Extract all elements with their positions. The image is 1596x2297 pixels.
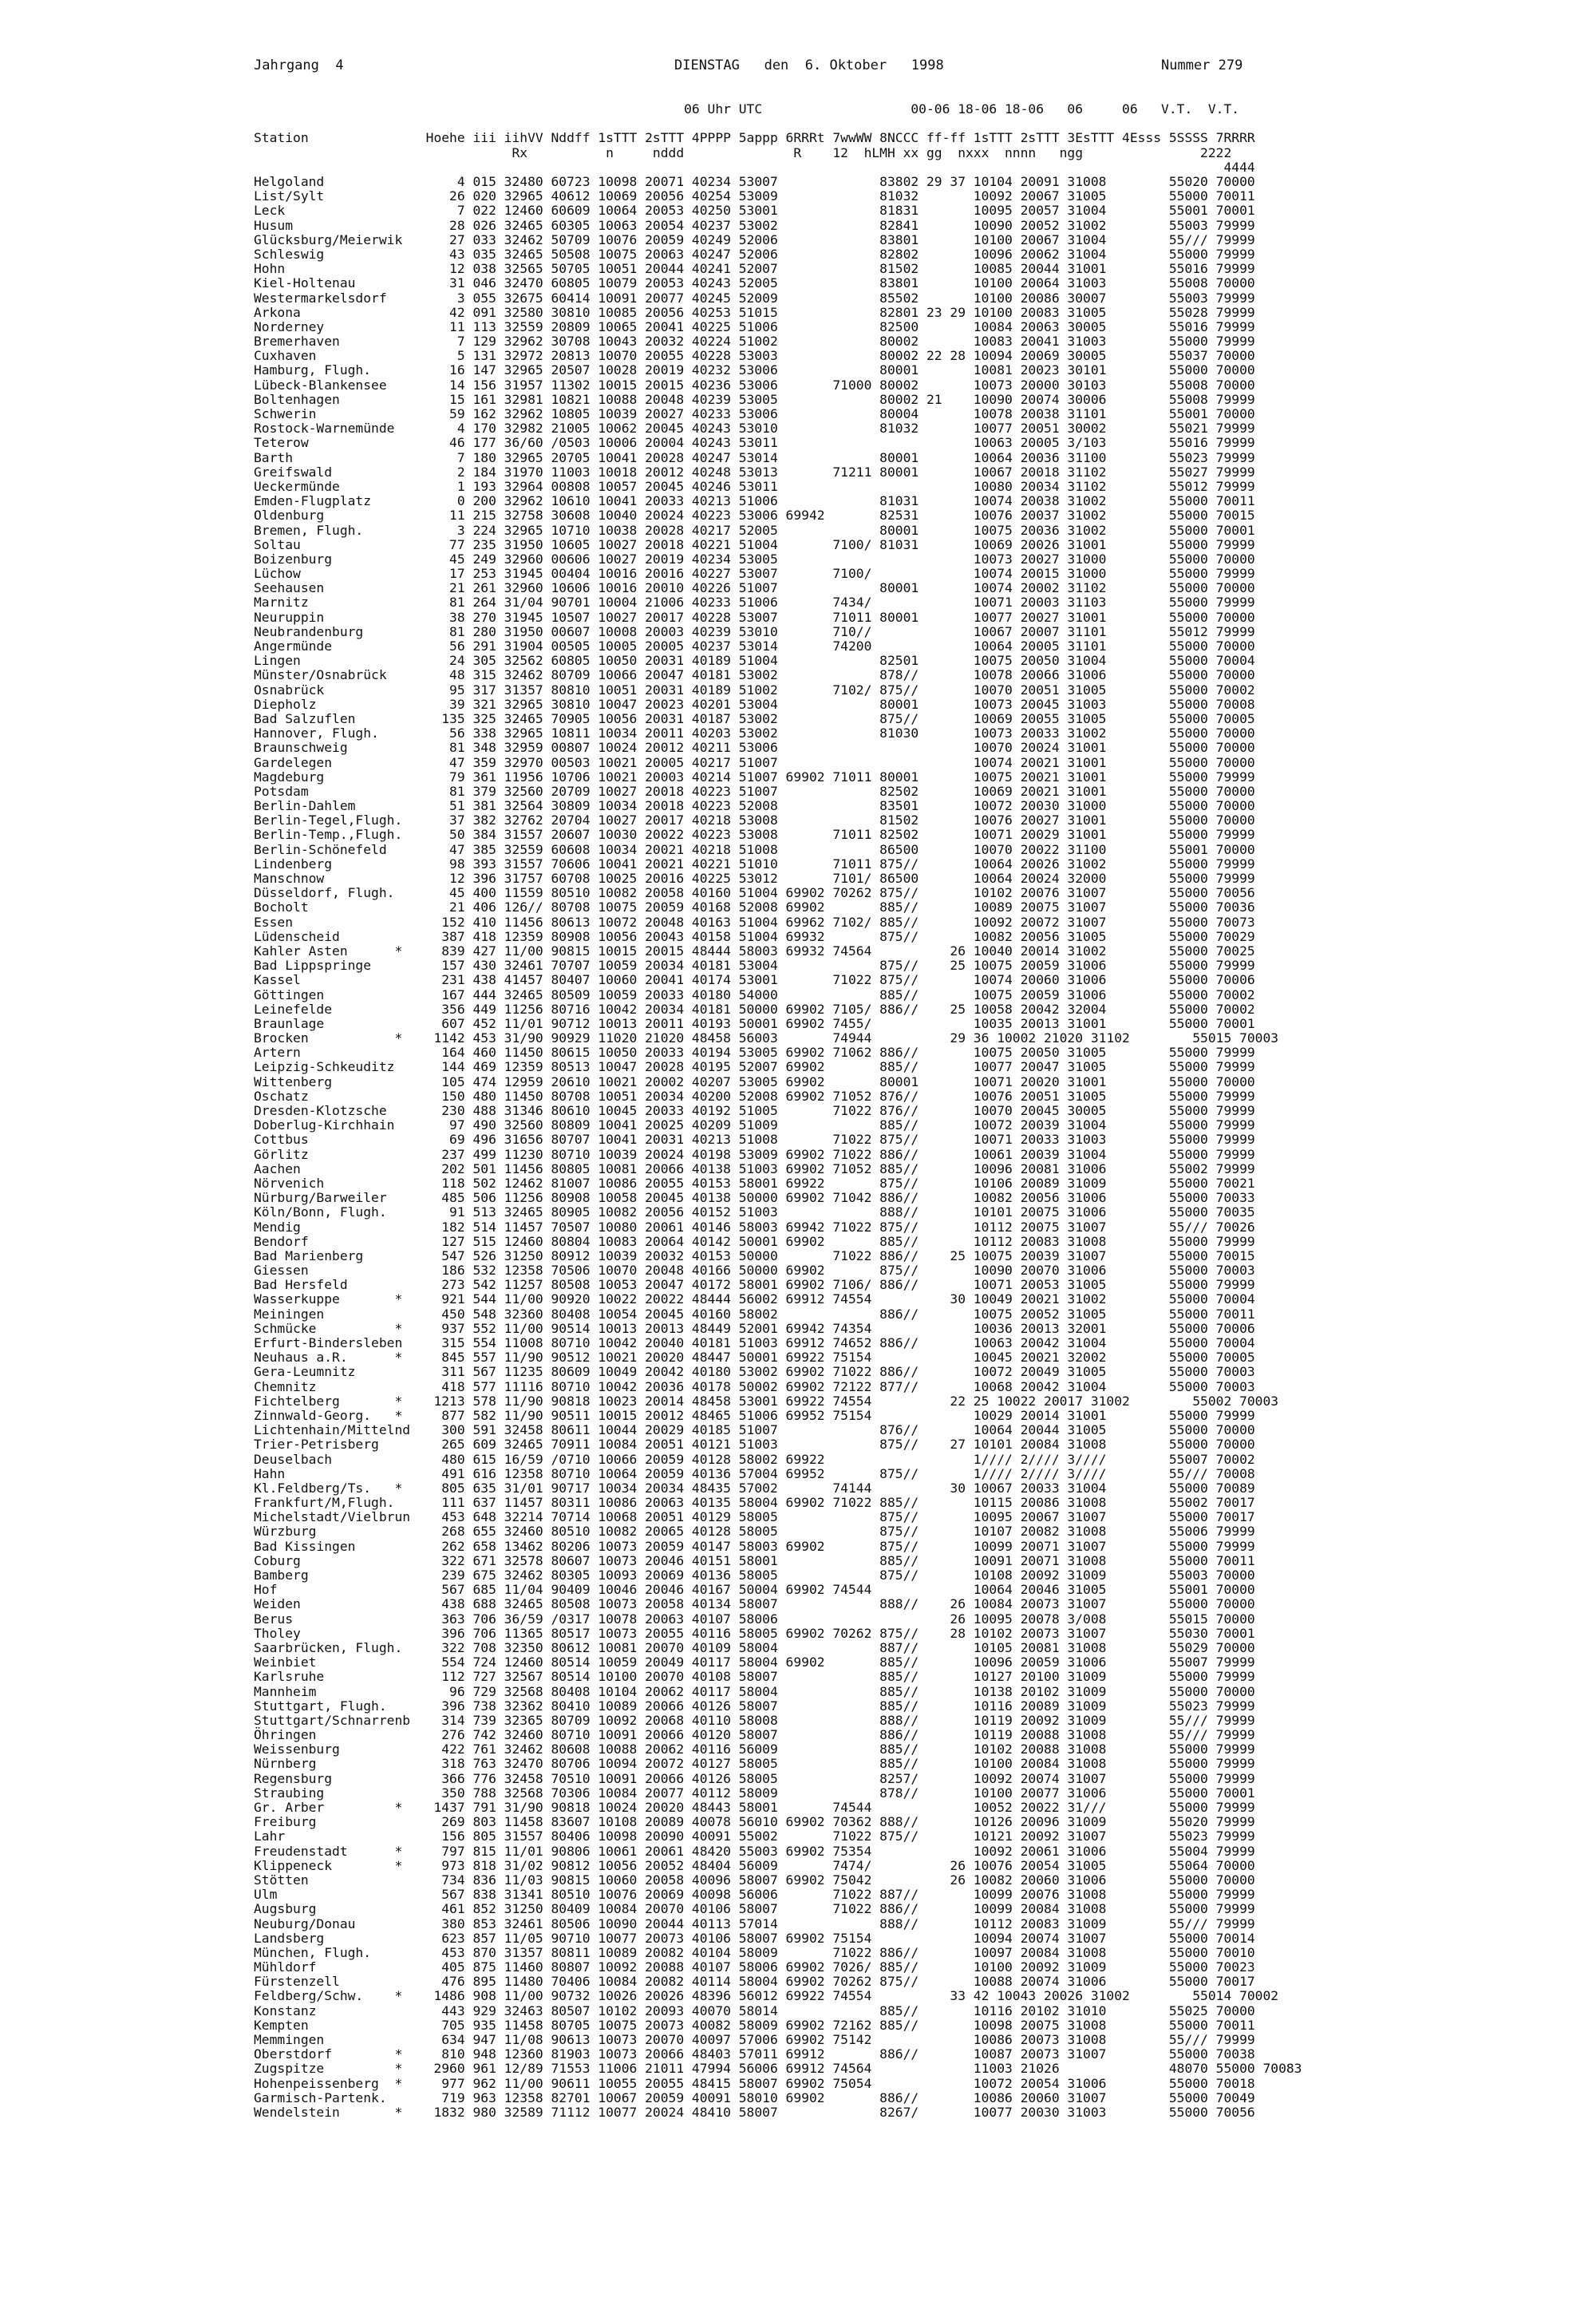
table-row: Mühldorf 405 875 11460 80807 10092 20088 40107 58006 69902 7026/ 885// 10100 20092 31009 55000 70023	[254, 1959, 1255, 1975]
table-row: Göttingen 167 444 32465 80509 10059 20033 40180 54000 885// 10075 20059 31006 55000 70002	[254, 986, 1255, 1002]
table-row: Glücksburg/Meierwik 27 033 32462 50709 10076 20059 40249 52006 83801 10100 20067 31004 55/// 79999	[254, 231, 1255, 247]
table-row: Emden-Flugplatz 0 200 32962 10610 10041 20033 40213 51006 81031 10074 20038 31002 55000 70011	[254, 493, 1255, 509]
table-row: Neuruppin 38 270 31945 10507 10027 20017 40228 53007 71011 80001 10077 20027 31001 55000 70000	[254, 609, 1255, 625]
table-row: Stuttgart/Schnarrenb 314 739 32365 80709 10092 20068 40110 58008 888// 10119 20092 31009 55/// 79999	[254, 1712, 1255, 1728]
table-row: Stötten 734 836 11/03 90815 10060 20058 40096 58007 69902 75042 26 10082 20060 31006 55000 70000	[254, 1872, 1255, 1888]
table-row: Weinbiet 554 724 12460 80514 10059 20049 40117 58004 69902 885// 10096 20059 31006 55007 79999	[254, 1655, 1255, 1670]
table-row: Fichtelberg * 1213 578 11/90 90818 10023 20014 48458 53001 69922 74554 22 25 10022 20017 31002 55002 70003	[254, 1393, 1279, 1409]
table-row: Wendelstein * 1832 980 32589 71112 10077 20024 48410 58007 8267/ 10077 20030 31003 55000 70056	[254, 2104, 1255, 2120]
table-row: Schmücke * 937 552 11/00 90514 10013 20013 48449 52001 69942 74354 10036 20013 32001 55000 70006	[254, 1320, 1255, 1336]
table-row: Arkona 42 091 32580 30810 10085 20056 40253 51015 82801 23 29 10100 20083 31005 55028 79999	[254, 304, 1255, 320]
table-row: Garmisch-Partenk. 719 963 12358 82701 10067 20059 40091 58010 69902 886// 10086 20060 31007 55000 70049	[254, 2089, 1255, 2105]
column-header-line: 4444	[254, 159, 1255, 175]
column-header-line	[254, 117, 1255, 131]
table-row: Berlin-Schönefeld 47 385 32559 60608 10034 20021 40218 51008 86500 10070 20022 31100 55001 70000	[254, 841, 1255, 857]
table-row: Weissenburg 422 761 32462 80608 10088 20062 40116 56009 885// 10102 20088 31008 55000 79999	[254, 1742, 1255, 1757]
table-row: Feldberg/Schw. * 1486 908 11/00 90732 10026 20026 48396 56012 69922 74554 33 42 10043 20026 31002 55014 70002	[254, 1988, 1279, 2004]
table-row: Bad Salzuflen 135 325 32465 70905 10056 20031 40187 53002 875// 10069 20055 31005 55000 70005	[254, 710, 1255, 726]
table-row: Bad Marienberg 547 526 31250 80912 10039 20032 40153 50000 71022 886// 25 10075 20039 31007 55000 70015	[254, 1247, 1255, 1263]
table-row: Frankfurt/M,Flugh. 111 637 11457 80311 10086 20063 40135 58004 69902 71022 885// 10115 20086 31008 55002 70017	[254, 1495, 1255, 1511]
table-row: Bocholt 21 406 126// 80708 10075 20059 40168 52008 69902 885// 10089 20075 31007 55000 70036	[254, 899, 1255, 915]
table-row: Neuhaus a.R. * 845 557 11/90 90512 10021 20020 48447 50001 69922 75154 10045 20021 32002 55000 70005	[254, 1350, 1255, 1366]
table-row: Giessen 186 532 12358 70506 10070 20048 40166 50000 69902 875// 10090 20070 31006 55000 70003	[254, 1263, 1255, 1279]
table-row: Potsdam 81 379 32560 20709 10027 20018 40223 51007 82502 10069 20021 31001 55000 70000	[254, 783, 1255, 799]
table-row: Fürstenzell 476 895 11480 70406 10084 20082 40114 58004 69902 70262 875// 10088 20074 31006 55000 70017	[254, 1974, 1255, 1990]
table-row: Kempten 705 935 11458 80705 10075 20073 40082 58009 69902 72162 885// 10098 20075 31008 55000 70011	[254, 2017, 1255, 2033]
table-row: Brocken * 1142 453 31/90 90929 11020 21020 48458 56003 74944 29 36 10002 21020 31102 55015 70003	[254, 1030, 1279, 1046]
table-row: Westermarkelsdorf 3 055 32675 60414 10091 20077 40245 52009 85502 10100 20086 30007 55003 79999	[254, 290, 1255, 306]
table-row: Nörvenich 118 502 12462 81007 10086 20055 40153 58001 69922 875// 10106 20089 31009 55000 70021	[254, 1175, 1255, 1191]
table-row: Helgoland 4 015 32480 60723 10098 20071 40234 53007 83802 29 37 10104 20091 31008 55020 70000	[254, 174, 1255, 189]
table-row: Freiburg 269 803 11458 83607 10108 20089 40078 56010 69902 70362 888// 10126 20096 31009 55020 79999	[254, 1814, 1255, 1830]
table-row: Greifswald 2 184 31970 11003 10018 20012 40248 53013 71211 80001 10067 20018 31102 55027 79999	[254, 464, 1255, 480]
table-row: Münster/Osnabrück 48 315 32462 80709 10066 20047 40181 53002 878// 10078 20066 31006 55000 70000	[254, 667, 1255, 683]
table-row: Boltenhagen 15 161 32981 10821 10088 20048 40239 53005 80002 21 10090 20074 30006 55008 79999	[254, 391, 1255, 407]
table-row: Lüdenscheid 387 418 12359 80908 10056 20043 40158 51004 69932 875// 10082 20056 31005 55000 70029	[254, 928, 1255, 944]
table-row: Norderney 11 113 32559 20809 10065 20041 40225 51006 82500 10084 20063 30005 55016 79999	[254, 318, 1255, 334]
table-row: Angermünde 56 291 31904 00505 10005 20005 40237 53014 74200 10064 20005 31101 55000 70000	[254, 638, 1255, 654]
table-row: Öhringen 276 742 32460 80710 10091 20066 40120 58007 886// 10119 20088 31008 55/// 79999	[254, 1727, 1255, 1743]
table-row: Regensburg 366 776 32458 70510 10091 20066 40126 58005 8257/ 10092 20074 31007 55000 79999	[254, 1770, 1255, 1786]
table-row: Hohenpeissenberg * 977 962 11/00 90611 10055 20055 48415 58007 69902 75054 10072 20054 31006 55000 70018	[254, 2075, 1255, 2091]
table-row: Berlin-Tegel,Flugh. 37 382 32762 20704 10027 20017 40218 53008 81502 10076 20027 31001 55000 70000	[254, 812, 1255, 828]
table-row: Aachen 202 501 11456 80805 10081 20066 40138 51003 69902 71052 885// 10096 20081 31006 55002 79999	[254, 1160, 1255, 1176]
table-row: Hamburg, Flugh. 16 147 32965 20507 10028 20019 40232 53006 80001 10081 20023 30101 55000 70000	[254, 362, 1255, 378]
table-row: Würzburg 268 655 32460 80510 10082 20065 40128 58005 875// 10107 20082 31008 55006 79999	[254, 1524, 1255, 1540]
table-row: Osnabrück 95 317 31357 80810 10051 20031 40189 51002 7102/ 875// 10070 20051 31005 55000 70002	[254, 682, 1255, 698]
table-row: Soltau 77 235 31950 10605 10027 20018 40221 51004 7100/ 81031 10069 20026 31001 55000 79999	[254, 536, 1255, 552]
table-row: Braunschweig 81 348 32959 00807 10024 20012 40211 53006 10070 20024 31001 55000 70000	[254, 740, 1255, 756]
table-row: Bad Kissingen 262 658 13462 80206 10073 20059 40147 58003 69902 875// 10099 20071 31007 55000 79999	[254, 1538, 1255, 1554]
table-row: Freudenstadt * 797 815 11/01 90806 10061 20061 48420 55003 69902 75354 10092 20061 31006 55004 79999	[254, 1843, 1255, 1859]
table-row: Gardelegen 47 359 32970 00503 10021 20005 40217 51007 10074 20021 31001 55000 70000	[254, 754, 1255, 770]
table-row: Essen 152 410 11456 80613 10072 20048 40163 51004 69962 7102/ 885// 10092 20072 31007 55000 70073	[254, 914, 1255, 930]
table-row: München, Flugh. 453 870 31357 80811 10089 20082 40104 58009 71022 886// 10097 20084 31008 55000 70010	[254, 1944, 1255, 1960]
table-row: Seehausen 21 261 32960 10606 10016 20010 40226 51007 80001 10074 20002 31102 55000 70000	[254, 580, 1255, 596]
table-row: Oschatz 150 480 11450 80708 10051 20034 40200 52008 69902 71052 876// 10076 20051 31005 55000 79999	[254, 1088, 1255, 1104]
table-row: Düsseldorf, Flugh. 45 400 11559 80510 10082 20058 40160 51004 69902 70262 875// 10102 20076 31007 55000 70056	[254, 885, 1255, 901]
table-row: Berus 363 706 36/59 /0317 10078 20063 40107 58006 26 10095 20078 3/008 55015 70000	[254, 1611, 1255, 1627]
column-header-line: Station Hoehe iii iihVV Nddff 1sTTT 2sTTT 4PPPP 5appp 6RRRt 7wwWW 8NCCC ff-ff 1sTTT 2sTTT 3EsTTT 4Esss 5SSSS 7RRRR	[254, 130, 1255, 146]
table-row: Lingen 24 305 32562 60805 10050 20031 40189 51004 82501 10075 20050 31004 55000 70004	[254, 653, 1255, 669]
table-row: Bremerhaven 7 129 32962 30708 10043 20032 40224 51002 80002 10083 20041 31003 55000 79999	[254, 334, 1255, 350]
table-row: Michelstadt/Vielbrun 453 648 32214 70714 10068 20051 40129 58005 875// 10095 20067 31007 55000 70017	[254, 1509, 1255, 1525]
table-row: Kl.Feldberg/Ts. * 805 635 31/01 90717 10034 20034 48435 57002 74144 30 10067 20033 31004 55000 70089	[254, 1480, 1255, 1496]
table-row: Tholey 396 706 11365 80517 10073 20055 40116 58005 69902 70262 875// 28 10102 20073 31007 55030 70001	[254, 1625, 1255, 1641]
table-row: Wittenberg 105 474 12959 20610 10021 20002 40207 53005 69902 80001 10071 20020 31001 55000 70000	[254, 1073, 1255, 1089]
table-row: Leck 7 022 12460 60609 10064 20053 40250 53001 81831 10095 20057 31004 55001 70001	[254, 203, 1255, 219]
table-row: Dresden-Klotzsche 230 488 31346 80610 10045 20033 40192 51005 71022 876// 10070 20045 30005 55000 79999	[254, 1103, 1255, 1118]
table-row: Rostock-Warnemünde 4 170 32982 21005 10062 20045 40243 53010 81032 10077 20051 30002 55021 79999	[254, 421, 1255, 437]
table-row: Trier-Petrisberg 265 609 32465 70911 10084 20051 40121 51003 875// 27 10101 20084 31008 55000 70000	[254, 1437, 1255, 1453]
table-row: Berlin-Dahlem 51 381 32564 30809 10034 20018 40223 52008 83501 10072 20030 31000 55000 70000	[254, 798, 1255, 814]
table-row: Doberlug-Kirchhain 97 490 32560 80809 10041 20025 40209 51009 885// 10072 20039 31004 55000 79999	[254, 1117, 1255, 1133]
table-row: Nürburg/Barweiler 485 506 11256 80908 10058 20045 40138 50000 69902 71042 886// 10082 20056 31006 55000 70033	[254, 1190, 1255, 1206]
issue-number: Nummer 279	[1161, 57, 1243, 73]
table-row: Konstanz 443 929 32463 80507 10102 20093 40070 58014 885// 10116 20102 31010 55025 70000	[254, 2002, 1255, 2018]
table-row: Chemnitz 418 577 11116 80710 10042 20036 40178 50002 69902 72122 877// 10068 20042 31004 55000 70003	[254, 1378, 1255, 1394]
table-row: Teterow 46 177 36/60 /0503 10006 20004 40243 53011 10063 20005 3/103 55016 79999	[254, 435, 1255, 451]
column-header-line: Rx n nddd R 12 hLMH xx gg nxxx nnnn ngg 2222	[254, 144, 1232, 160]
table-row: Bad Lippspringe 157 430 32461 70707 10059 20034 40181 53004 875// 25 10075 20059 31006 55000 79999	[254, 958, 1255, 974]
table-row: Deuselbach 480 615 16/59 /0710 10066 20059 40128 58002 69922 1//// 2//// 3//// 55007 70002	[254, 1451, 1255, 1467]
column-header	[254, 102, 1255, 175]
date-label: DIENSTAG den 6. Oktober 1998	[674, 57, 944, 73]
table-row: Lüchow 17 253 31945 00404 10016 20016 40227 53007 7100/ 10074 20015 31000 55000 79999	[254, 566, 1255, 582]
table-row: Bad Hersfeld 273 542 11257 80508 10053 20047 40172 58001 69902 7106/ 886// 10071 20053 31005 55000 79999	[254, 1277, 1255, 1293]
table-row: Neuburg/Donau 380 853 32461 80506 10090 20044 40113 57014 888// 10112 20083 31009 55/// 79999	[254, 1915, 1255, 1931]
table-row: Lübeck-Blankensee 14 156 31957 11302 10015 20015 40236 53006 71000 80002 10073 20000 30103 55008 70000	[254, 377, 1255, 393]
table-row: Augsburg 461 852 31250 80409 10084 20070 40106 58007 71022 886// 10099 20084 31008 55000 79999	[254, 1901, 1255, 1917]
table-row: Husum 28 026 32465 60305 10063 20054 40237 53002 82841 10090 20052 31002 55003 79999	[254, 217, 1255, 233]
table-row: Schleswig 43 035 32465 50508 10075 20063 40247 52006 82802 10096 20062 31004 55000 79999	[254, 246, 1255, 262]
table-row: Cuxhaven 5 131 32972 20813 10070 20055 40228 53003 80002 22 28 10094 20069 30005 55037 70000	[254, 348, 1255, 364]
volume-label: Jahrgang 4	[254, 57, 344, 73]
table-row: Berlin-Temp.,Flugh. 50 384 31557 20607 10030 20022 40223 53008 71011 82502 10071 20029 31001 55000 79999	[254, 827, 1255, 843]
table-row: Barth 7 180 32965 20705 10041 20028 40247 53014 80001 10064 20036 31100 55023 79999	[254, 449, 1255, 465]
table-row: Saarbrücken, Flugh. 322 708 32350 80612 10081 20070 40109 58004 887// 10105 20081 31008 55029 70000	[254, 1639, 1255, 1655]
table-row: Kiel-Holtenau 31 046 32470 60805 10079 20053 40243 52005 83801 10100 20064 31003 55008 70000	[254, 275, 1255, 291]
table-row: Neubrandenburg 81 280 31950 00607 10008 20003 40239 53010 710// 10067 20007 31101 55012 79999	[254, 623, 1255, 639]
table-row: Hahn 491 616 12358 80710 10064 20059 40136 57004 69952 875// 1//// 2//// 3//// 55/// 70008	[254, 1465, 1255, 1481]
table-row: Bendorf 127 515 12460 80804 10083 20064 40142 50001 69902 885// 10112 20083 31008 55000 79999	[254, 1233, 1255, 1249]
table-row: Oberstdorf * 810 948 12360 81903 10073 20066 48403 57011 69912 886// 10087 20073 31007 55000 70038	[254, 2046, 1255, 2062]
table-row: Lindenberg 98 393 31557 70606 10041 20021 40221 51010 71011 875// 10064 20026 31002 55000 79999	[254, 856, 1255, 872]
table-row: Magdeburg 79 361 11956 10706 10021 20003 40214 51007 69902 71011 80001 10075 20021 31001 55000 79999	[254, 769, 1255, 785]
table-row: List/Sylt 26 020 32965 40612 10069 20056 40254 53009 81032 10092 20067 31005 55000 70011	[254, 188, 1255, 204]
table-row: Landsberg 623 857 11/05 90710 10077 20073 40106 58007 69902 75154 10094 20074 31007 55000 70014	[254, 1930, 1255, 1946]
table-row: Leipzig-Schkeuditz 144 469 12359 80513 10047 20028 40195 52007 69902 885// 10077 20047 31005 55000 79999	[254, 1059, 1255, 1075]
table-row: Stuttgart, Flugh. 396 738 32362 80410 10089 20066 40126 58007 885// 10116 20089 31009 55023 79999	[254, 1698, 1255, 1714]
table-row: Wasserkuppe * 921 544 11/00 90920 10022 20022 48444 56002 69912 74554 30 10049 20021 31002 55000 70004	[254, 1291, 1255, 1307]
table-row: Gr. Arber * 1437 791 31/90 90818 10024 20020 48443 58001 74544 10052 20022 31/// 55000 79999	[254, 1800, 1255, 1815]
table-row: Köln/Bonn, Flugh. 91 513 32465 80905 10082 20056 40152 51003 888// 10101 20075 31006 55000 70035	[254, 1204, 1255, 1220]
table-row: Kahler Asten * 839 427 11/00 90815 10015 20015 48444 58003 69932 74564 26 10040 20014 31002 55000 70025	[254, 943, 1255, 959]
table-row: Erfurt-Bindersleben 315 554 11008 80710 10042 20040 40181 51003 69912 74652 886// 10063 20042 31004 55000 70004	[254, 1335, 1255, 1350]
table-row: Klippeneck * 973 818 31/02 90812 10056 20052 48404 56009 7474/ 26 10076 20054 31005 55064 70000	[254, 1857, 1255, 1873]
table-row: Schwerin 59 162 32962 10805 10039 20027 40233 53006 80004 10078 20038 31101 55001 70000	[254, 406, 1255, 421]
table-row: Gera-Leumnitz 311 567 11235 80609 10049 20042 40180 53002 69902 71022 886// 10072 20049 31005 55000 70003	[254, 1364, 1255, 1380]
table-row: Ulm 567 838 31341 80510 10076 20069 40098 56006 71022 887// 10099 20076 31008 55000 79999	[254, 1887, 1255, 1903]
table-row: Meiningen 450 548 32360 80408 10054 20045 40160 58002 886// 10075 20052 31005 55000 70011	[254, 1306, 1255, 1322]
column-header-line: 06 Uhr UTC 00-06 18-06 18-06 06 06 V.T. V.T.	[254, 101, 1240, 117]
table-row: Hannover, Flugh. 56 338 32965 10811 10034 20011 40203 53002 81030 10073 20033 31002 55000 70000	[254, 725, 1255, 741]
station-table	[254, 175, 1302, 2120]
table-row: Oldenburg 11 215 32758 30608 10040 20024 40223 53006 69942 82531 10076 20037 31002 55000 70015	[254, 508, 1255, 524]
table-row: Bremen, Flugh. 3 224 32965 10710 10038 20028 40217 52005 80001 10075 20036 31002 55000 70001	[254, 522, 1255, 538]
table-row: Hohn 12 038 32565 50705 10051 20044 40241 52007 81502 10085 20044 31001 55016 79999	[254, 261, 1255, 277]
table-row: Lahr 156 805 31557 80406 10098 20090 40091 55002 71022 875// 10121 20092 31007 55023 79999	[254, 1829, 1255, 1844]
table-row: Lichtenhain/Mittelnd 300 591 32458 80611 10044 20029 40185 51007 876// 10064 20044 31005 55000 70000	[254, 1422, 1255, 1438]
table-row: Nürnberg 318 763 32470 80706 10094 20072 40127 58005 885// 10100 20084 31008 55000 79999	[254, 1756, 1255, 1772]
table-row: Manschnow 12 396 31757 60708 10025 20016 40225 53012 7101/ 86500 10064 20024 32000 55000 79999	[254, 871, 1255, 886]
table-row: Ueckermünde 1 193 32964 00808 10057 20045 40246 53011 10080 20034 31102 55012 79999	[254, 478, 1255, 494]
table-row: Artern 164 460 11450 80615 10050 20033 40194 53005 69902 71062 886// 10075 20050 31005 55000 79999	[254, 1045, 1255, 1061]
table-row: Mannheim 96 729 32568 80408 10104 20062 40117 58004 885// 10138 20102 31009 55000 70000	[254, 1683, 1255, 1699]
table-row: Diepholz 39 321 32965 30810 10047 20023 40201 53004 80001 10073 20045 31003 55000 70008	[254, 696, 1255, 712]
table-row: Kassel 231 438 41457 80407 10060 20041 40174 53001 71022 875// 10074 20060 31006 55000 70006	[254, 972, 1255, 988]
table-row: Hof 567 685 11/04 90409 10046 20046 40167 50004 69902 74544 10064 20046 31005 55001 70000	[254, 1582, 1255, 1598]
table-row: Weiden 438 688 32465 80508 10073 20058 40134 58007 888// 26 10084 20073 31007 55000 70000	[254, 1596, 1255, 1612]
table-row: Zugspitze * 2960 961 12/89 71553 11006 21011 47994 56006 69912 74564 11003 21026 48070 55000 70083	[254, 2061, 1302, 2077]
table-row: Zinnwald-Georg. * 877 582 11/90 90511 10015 20012 48465 51006 69952 75154 10029 20014 31001 55000 79999	[254, 1407, 1255, 1423]
table-row: Görlitz 237 499 11230 80710 10039 20024 40198 53009 69902 71022 886// 10061 20039 31004 55000 79999	[254, 1146, 1255, 1162]
table-row: Straubing 350 788 32568 70306 10084 20077 40112 58009 878// 10100 20077 31006 55000 70001	[254, 1785, 1255, 1801]
table-row: Bamberg 239 675 32462 80305 10093 20069 40136 58005 875// 10108 20092 31009 55003 70000	[254, 1568, 1255, 1583]
table-row: Coburg 322 671 32578 80607 10073 20046 40151 58001 885// 10091 20071 31008 55000 70011	[254, 1552, 1255, 1568]
table-row: Cottbus 69 496 31656 80707 10041 20031 40213 51008 71022 875// 10071 20033 31003 55000 79999	[254, 1132, 1255, 1148]
table-row: Marnitz 81 264 31/04 90701 10004 21006 40233 51006 7434/ 10071 20003 31103 55000 79999	[254, 595, 1255, 611]
table-row: Mendig 182 514 11457 70507 10080 20061 40146 58003 69942 71022 875// 10112 20075 31007 55/// 70026	[254, 1219, 1255, 1235]
table-row: Memmingen 634 947 11/08 90613 10073 20070 40097 57006 69902 75142 10086 20073 31008 55/// 79999	[254, 2032, 1255, 2047]
table-row: Karlsruhe 112 727 32567 80514 10100 20070 40108 58007 885// 10127 20100 31009 55000 79999	[254, 1669, 1255, 1685]
table-row: Braunlage 607 452 11/01 90712 10013 20011 40193 50001 69902 7455/ 10035 20013 31001 55000 70001	[254, 1015, 1255, 1031]
table-row: Boizenburg 45 249 32960 00606 10027 20019 40234 53005 10073 20027 31000 55000 70000	[254, 551, 1255, 567]
table-row: Leinefelde 356 449 11256 80716 10042 20034 40181 50000 69902 7105/ 886// 25 10058 20042 32004 55000 70002	[254, 1001, 1255, 1017]
